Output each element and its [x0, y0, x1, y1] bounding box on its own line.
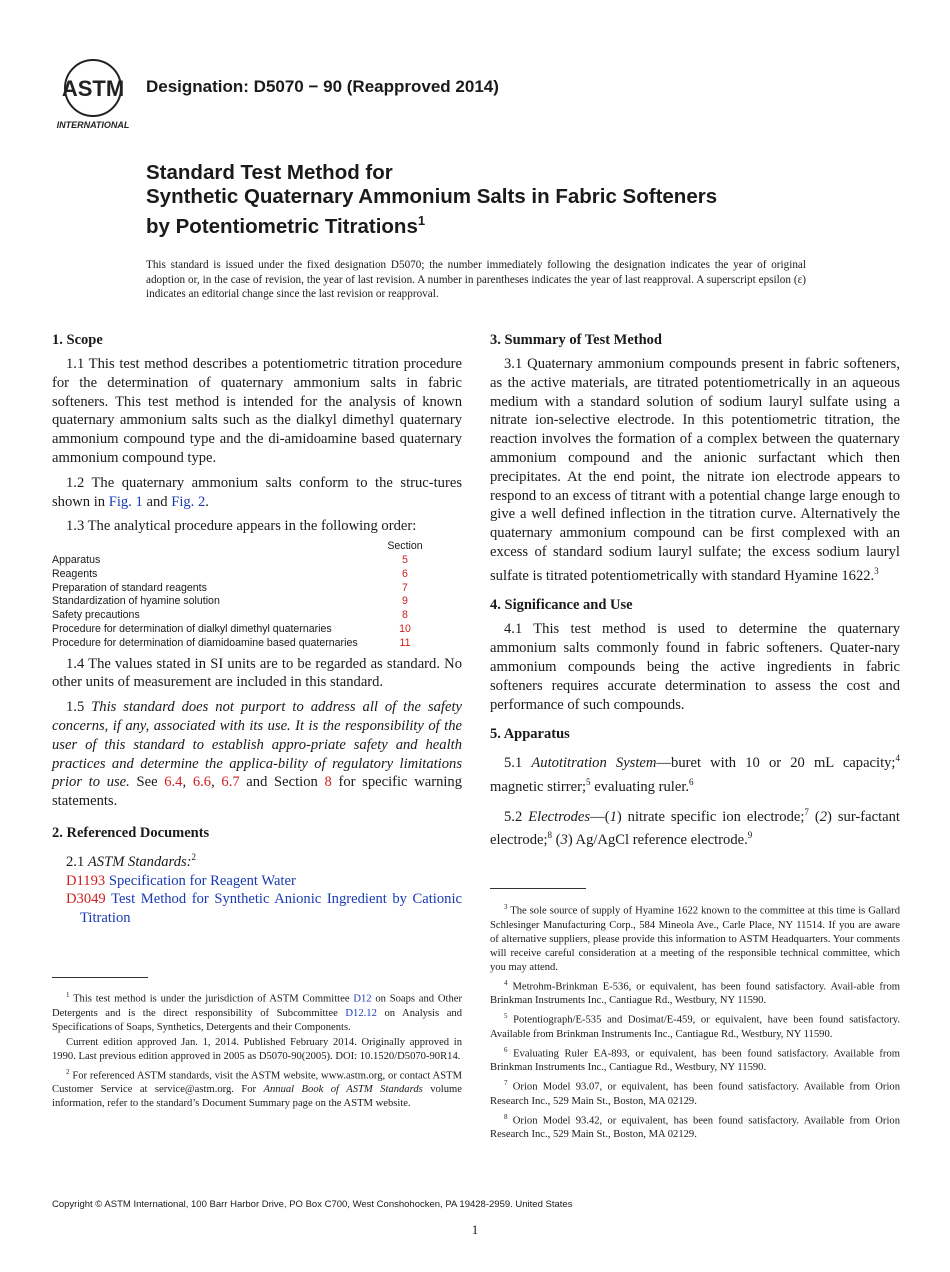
ref-6-4-link[interactable]: 6.4 [164, 774, 183, 791]
footnote-6-mark: 6 [689, 777, 694, 788]
astm-logo [52, 58, 134, 132]
referenced-standard[interactable] [66, 890, 462, 928]
ref-6-7-link[interactable]: 6.7 [221, 774, 240, 791]
para-5-2-f: ) Ag/AgCl reference electrode. [567, 832, 748, 849]
footnote-rule-right [490, 888, 586, 889]
ref-6-6-link[interactable]: 6.6 [192, 774, 212, 791]
fn2-a: For referenced ASTM standards, visit the ASTM website, www.astm.org, or contact ASTM Customer Service at service@astm.org. For [52, 1070, 462, 1096]
fig2-link[interactable]: Fig. 2 [171, 493, 206, 510]
table-row [52, 582, 440, 596]
scope-heading: 1. Scope [52, 332, 103, 348]
fn1-b: on Soaps and Other Detergents and is the direct responsibility of Subcommittee [52, 993, 462, 1019]
para-1-2-and: and [142, 493, 172, 510]
ref-section-8-link[interactable]: 8 [324, 774, 332, 791]
para-2-1 [52, 848, 462, 872]
order-label: Procedure for determination of dialkyl dimethyl quaternaries [52, 622, 332, 635]
section-column-header: Section [387, 540, 423, 553]
fn2-italic: Annual Book of ASTM Standards [263, 1084, 423, 1096]
para-5-1-b: magnetic stirrer; [490, 778, 587, 795]
table-row [52, 554, 440, 568]
footnote-9-mark: 9 [747, 830, 753, 841]
order-label: Reagents [52, 567, 98, 580]
para-5-2-b: ) nitrate specific ion electrode; [616, 808, 805, 825]
table-row [52, 568, 440, 582]
footnote-7 [490, 1076, 900, 1109]
footnote-1 [52, 988, 462, 1035]
standard-title[interactable]: Specification for Reagent Water [108, 872, 296, 889]
standard-title[interactable]: Test Method for Synthetic Anionic Ingredient by Cationic Titration [80, 891, 462, 927]
fn-mark: 6 [504, 1045, 508, 1054]
logo-text: ASTM [61, 76, 125, 101]
summary-heading: 3. Summary of Test Method [490, 332, 662, 348]
para-5-2-c: ( [808, 808, 820, 825]
para-1-3: 1.3 The analytical procedure appears in the following order: [66, 518, 417, 535]
footnote-5 [490, 1009, 900, 1042]
table-row [52, 623, 440, 637]
item-1: 1 [609, 808, 617, 825]
standard-code[interactable]: D1193 [66, 872, 106, 889]
order-label: Standardization of hyamine solution [52, 595, 220, 608]
para-1-5-num: 1.5 [66, 699, 92, 716]
referenced-standard[interactable] [66, 872, 462, 891]
table-row [52, 595, 440, 609]
fn-mark: 4 [504, 978, 508, 987]
para-1-2 [52, 474, 462, 512]
para-5-1-c: evaluating ruler. [590, 778, 690, 795]
order-label: Procedure for determination of diamidoamine based quaternaries [52, 636, 358, 649]
para-3-1 [490, 355, 900, 585]
para-4-1: 4.1 This test method is used to determine the quaternary ammonium salts commonly found in fabric softeners. Quater-nary ammonium compounds being the active ingredients in fabric softeners requires accurate determination to assess the cost and performance of such compounds. [490, 621, 900, 713]
footnote-1-edition: Current edition approved Jan. 1, 2014. Published February 2014. Originally approved in 1990. Last previous edition approved in 2005 as D5070-90(2005). DOI: 10.1520/D5070-90R14. [52, 1036, 462, 1062]
para-5-1-a: —buret with 10 or 20 mL capacity; [656, 755, 896, 772]
designation: Designation: D5070 − 90 (Reapproved 2014) [146, 77, 499, 96]
footnote-2-mark: 2 [191, 851, 197, 862]
section-link[interactable]: 10 [399, 622, 411, 635]
fn-text: Metrohm-Brinkman E-536, or equivalent, has been found satisfactory. Avail-able from Brinkman Instruments Inc., Cantiague Rd., Westbury, NY 11590. [490, 981, 900, 1007]
item-3: 3 [560, 832, 568, 849]
apparatus-heading: 5. Apparatus [490, 726, 570, 743]
order-label: Preparation of standard reagents [52, 581, 207, 594]
item-2: 2 [819, 808, 828, 825]
fn1-c: on Analysis and Specifications of Soaps, Synthetics, Detergents and their Components. [52, 1007, 462, 1033]
footnote-8-mark: 8 [547, 830, 553, 841]
section-link[interactable]: 6 [402, 567, 408, 580]
page-number: 1 [471, 1222, 479, 1237]
fn-text: Orion Model 93.07, or equivalent, has been found satisfactory. Available from Orion Research Inc., 529 Main St., Boston, MA 02129. [490, 1081, 900, 1107]
section-link[interactable]: 9 [402, 595, 408, 608]
footnote-4 [490, 976, 900, 1009]
title-line-2: Synthetic Quaternary Ammonium Salts in Fabric Softeners [146, 185, 718, 208]
logo-subtext: INTERNATIONAL [56, 120, 130, 130]
subcommittee-d1212-link[interactable]: D12.12 [345, 1007, 377, 1019]
para-1-5-see: See [129, 774, 165, 791]
fn1-mark: 1 [66, 991, 70, 999]
fig1-link[interactable]: Fig. 1 [108, 493, 143, 510]
table-row [52, 609, 440, 623]
para-5-2-num: 5.2 [504, 808, 529, 825]
para-1-5-end: for specific warning statements. [52, 774, 463, 810]
fn-text: Orion Model 93.42, or equivalent, has been found satisfactory. Available from Orion Research Inc., 529 Main St., Boston, MA 02129. [490, 1115, 900, 1141]
fn-mark: 5 [504, 1012, 508, 1021]
document-title [146, 161, 717, 239]
para-1-5: 1.5 This standard does not purport to address all of the safety concerns, if any, associated with its use. It is the responsibility of the user of this standard to establish appro-priate safety and health practices and determine the applica-bility of regulatory limitations prior to use. See 6.4, 6.6, 6.7 and Section 8 for specific warning statements. [52, 699, 463, 810]
footnote-3 [490, 900, 900, 975]
footnote-4-mark: 4 [895, 753, 900, 764]
section-link[interactable]: 7 [402, 581, 408, 594]
issuance-statement: This standard is issued under the fixed designation D5070; the number immediately following the designation indicates the year of original adoption or, in the case of revision, the year of last revision. A number in parentheses indicates the year of last reapproval. A superscript epsilon (ε) indicates an editorial change since the last revision or reapproval. [146, 259, 806, 300]
para-5-2-d: ) sur-factant electrode; [490, 808, 900, 849]
para-5-2-a: —( [590, 808, 610, 825]
order-label: Safety precautions [52, 609, 140, 622]
fn-text: The sole source of supply of Hyamine 1622 known to the committee at this time is Gallard Schlesinger Manufacturing Corp., 584 Mineola Ave., Carle Place, NY 11514. If you are aware of alternative suppliers, please provide this information to ASTM Headquarters. Your comments will receive careful consideration at a meeting of the responsible technical committee, which you may attend. [490, 905, 900, 973]
safety-statement: This standard does not purport to address all of the safety concerns, if any, associated with its use. It is the responsibility of the user of this standard to establish appro-priate safety and health practices and determine the applica-bility of regulatory limitations prior to use. [52, 699, 462, 791]
footnote-rule-left [52, 977, 148, 978]
section-link[interactable]: 8 [402, 609, 408, 622]
procedure-order-table [52, 540, 440, 650]
title-line-1: Standard Test Method for [146, 161, 393, 184]
order-label: Apparatus [52, 553, 101, 566]
para-1-2-text: 1.2 The quaternary ammonium salts conform to the struc-tures shown in [52, 474, 462, 510]
fn-text: Potentiograph/E-535 and Dosimat/E-459, or equivalent, have been found satisfactory. Available from Brinkman Instruments Inc., Cantiague Rd., Westbury, NY 11590. [490, 1014, 900, 1040]
autotitration-label: Autotitration System [531, 755, 657, 772]
footnotes-left [52, 988, 462, 1112]
footnote-8 [490, 1110, 900, 1143]
para-1-4: 1.4 The values stated in SI units are to be regarded as standard. No other units of measurement are included in this standard. [52, 655, 462, 691]
footnote-3-mark: 3 [874, 565, 879, 576]
standard-code[interactable]: D3049 [66, 891, 106, 908]
para-5-2-e: ( [552, 832, 561, 849]
footnotes-right [490, 900, 900, 1143]
right-column [490, 332, 900, 856]
para-1-1: 1.1 This test method describes a potentiometric titration procedure for the determination of quaternary ammonium salts in fabric softeners. This test method is intended for the analysis of known quaternary ammonium salts such as the dialkyl dimethyl quaternary ammonium compound type and the di-amidoamine based quaternary ammonium compound type. [52, 356, 462, 466]
fn1-a: This test method is under the jurisdiction of ASTM Committee [69, 993, 354, 1005]
para-5-2 [490, 803, 900, 850]
para-2-1-num: 2.1 [66, 853, 88, 870]
fn-text: Evaluating Ruler EA-893, or equivalent, has been found satisfactory. Available from Brinkman Instruments Inc., Cantiague Rd., Westbury, NY 11590. [490, 1048, 900, 1074]
copyright-line: Copyright © ASTM International, 100 Barr Harbor Drive, PO Box C700, West Conshohocken, PA 19428-2959. United States [52, 1199, 573, 1210]
fn2-b: volume information, refer to the standard’s Document Summary page on the ASTM website. [52, 1084, 462, 1110]
section-link[interactable]: 11 [399, 636, 411, 649]
footnote-6 [490, 1043, 900, 1076]
fn-mark: 7 [504, 1079, 508, 1088]
significance-heading: 4. Significance and Use [490, 597, 633, 614]
committee-d12-link[interactable]: D12 [353, 993, 372, 1005]
title-line-3 [146, 209, 717, 239]
fn2-mark: 2 [66, 1067, 70, 1076]
footnote-5-mark: 5 [586, 777, 591, 788]
left-column [52, 332, 462, 928]
para-3-1-text: 3.1 Quaternary ammonium compounds present in fabric softeners, as the active materials, are titrated potentiometrically in an aqueous medium with a standard solution of sodium lauryl sulfate using a nitrate ion-selective electrode. In this potentiometric titration, the reaction involves the formation of a complex between the quaternary ammonium compound and the anionic surfactant which then precipitates. At the end point, the nitrate ion electrode appears to respond to an excess of titrant with a potential change large enough to give a well defined inflection in the titration curve. Alternatively the quaternary ammonium compound can be first complexed with an excess of standard sodium lauryl sulfate; the excess sodium lauryl sulfate is titrated potentiometrically with standard Hyamine 1622. [490, 356, 900, 584]
fn-mark: 3 [504, 903, 508, 911]
electrodes-label: Electrodes [528, 808, 591, 825]
section-link[interactable]: 5 [402, 553, 408, 566]
fn-mark: 8 [504, 1112, 508, 1121]
para-1-2-end: . [205, 493, 209, 510]
footnote-7-mark: 7 [804, 806, 809, 817]
title-footnote-mark: 1 [417, 213, 426, 228]
title-line-3-text: by Potentiometric Titrations [146, 214, 418, 238]
referenced-documents-heading: 2. Referenced Documents [52, 824, 210, 841]
para-5-1 [490, 749, 900, 796]
para-1-5-and: and Section [239, 774, 325, 791]
astm-standards-label: ASTM Standards: [87, 853, 192, 870]
footnote-2 [52, 1065, 462, 1112]
table-row [52, 637, 440, 651]
para-5-1-num: 5.1 [504, 755, 532, 772]
